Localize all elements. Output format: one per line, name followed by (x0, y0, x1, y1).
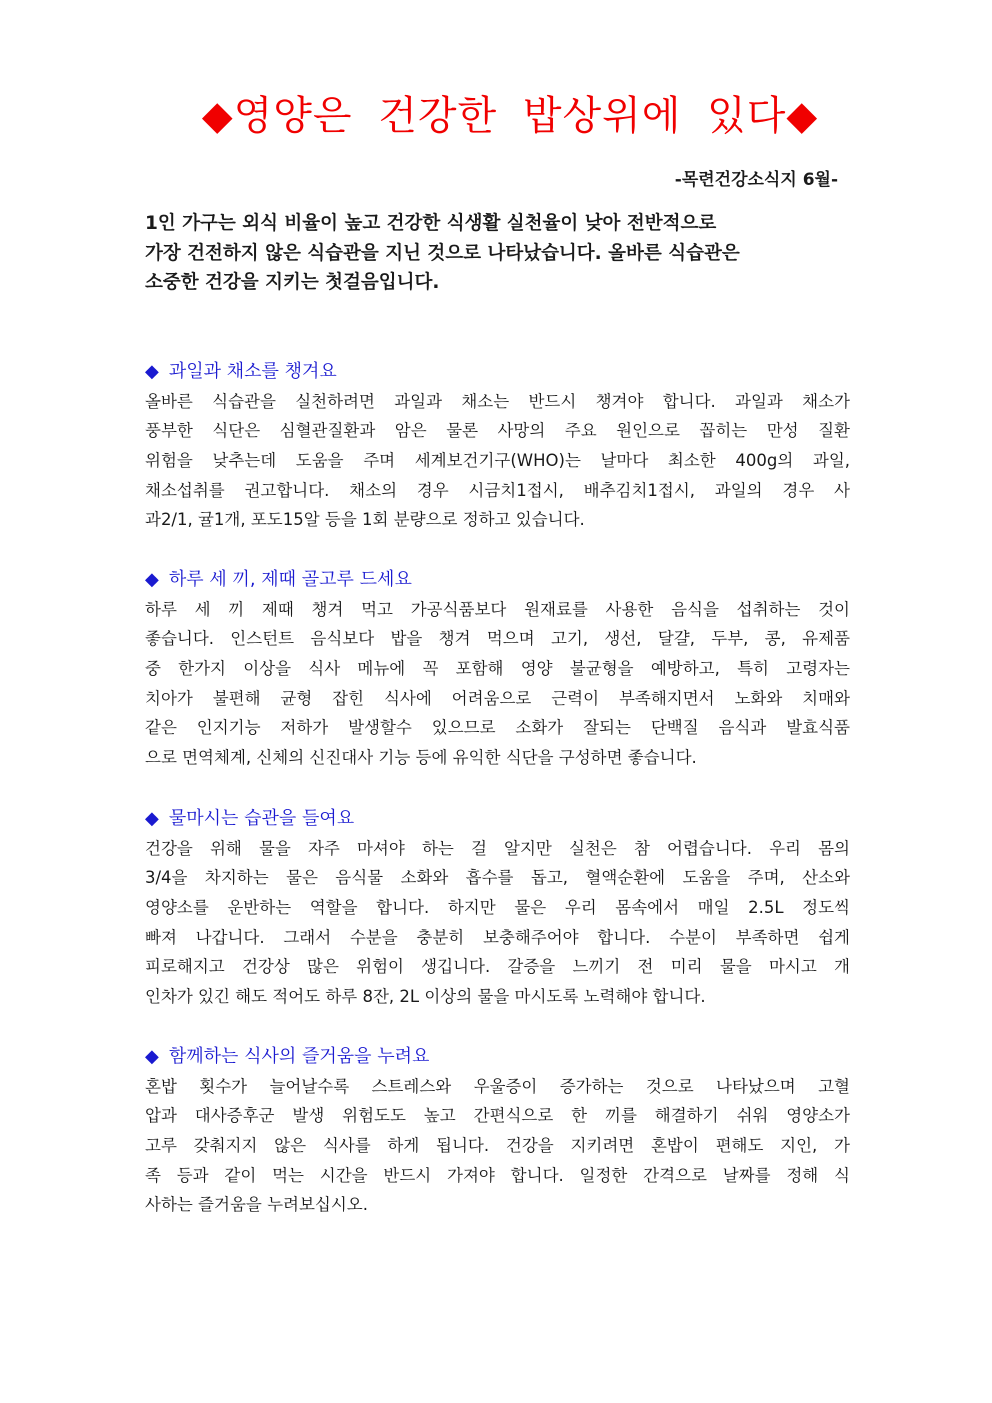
body-line: 같은 인지기능 저하가 발생할수 있으므로 소화가 잘되는 단백질 음식과 발효식품 (145, 718, 850, 738)
newsletter-issue: -목련건강소식지 6월- (674, 170, 838, 190)
section-body (145, 834, 850, 1012)
section-water-habit (145, 804, 850, 1012)
diamond-bullet-icon: ◆ (145, 808, 159, 829)
intro-line: 가장 건전하지 않은 식습관을 지닌 것으로 나타났습니다. 올바른 식습관은 (145, 242, 740, 264)
section-body (145, 387, 850, 536)
body-line: 치아가 불편해 균형 잡힌 식사에 어려움으로 근력이 부족해지면서 노화와 치매와 (145, 688, 850, 708)
body-line: 영양소를 운반하는 역할을 합니다. 하지만 물은 우리 몸속에서 매일 2.5L 정도씩 (145, 897, 850, 917)
body-line: 혼밥 횟수가 늘어날수록 스트레스와 우울증이 증가하는 것으로 나타났으며 고혈 (145, 1076, 850, 1096)
diamond-bullet-icon: ◆ (145, 1046, 159, 1067)
section-shared-meals (145, 1042, 850, 1220)
diamond-bullet-icon: ◆ (145, 569, 159, 590)
intro-line: 소중한 건강을 지키는 첫걸음입니다. (145, 272, 440, 293)
body-line: 사하는 즐거움을 누려보십시오. (145, 1195, 368, 1215)
body-line: 건강을 위해 물을 자주 마셔야 하는 걸 알지만 실천은 참 어렵습니다. 우리 몸의 (145, 838, 850, 858)
body-line: 올바른 식습관을 실천하려면 과일과 채소는 반드시 챙겨야 합니다. 과일과 채소가 (145, 391, 850, 411)
section-heading (145, 357, 850, 387)
section-heading-text: 물마시는 습관을 들여요 (168, 808, 355, 829)
body-line: 좋습니다. 인스턴트 음식보다 밥을 챙겨 먹으며 고기, 생선, 달걀, 두부, 콩, 유제품 (145, 629, 850, 649)
section-heading (145, 565, 850, 595)
intro-line: 1인 가구는 외식 비율이 높고 건강한 식생활 실천율이 낮아 전반적으로 (145, 213, 717, 234)
body-line: 과2/1, 귤1개, 포도15알 등을 1회 분량으로 정하고 있습니다. (145, 510, 585, 530)
section-heading-text: 하루 세 끼, 제때 골고루 드세요 (168, 569, 412, 590)
body-line: 피로해지고 건강상 많은 위험이 생깁니다. 갈증을 느끼기 전 미리 물을 마시고 개 (145, 957, 850, 977)
body-line: 위험을 낮추는데 도움을 주며 세계보건기구(WHO)는 날마다 최소한 400g의 과일, (145, 450, 850, 470)
section-heading-text: 함께하는 식사의 즐거움을 누려요 (168, 1046, 430, 1067)
body-line: 채소섭취를 권고합니다. 채소의 경우 시금치1접시, 배추김치1접시, 과일의 경우 사 (145, 480, 850, 500)
body-line: 하루 세 끼 제때 챙겨 먹고 가공식품보다 원재료를 사용한 음식을 섭취하는 것이 (145, 599, 850, 619)
body-line: 빠져 나갑니다. 그래서 수분을 충분히 보충해주어야 합니다. 수분이 부족하면 쉽게 (145, 927, 850, 947)
section-heading (145, 1042, 850, 1072)
body-line: 족 등과 같이 먹는 시간을 반드시 가져야 합니다. 일정한 간격으로 날짜를 정해 식 (145, 1165, 850, 1185)
body-line: 3/4을 차지하는 물은 음식물 소화와 흡수를 돕고, 혈액순환에 도움을 주며, 산소와 (145, 868, 850, 888)
body-line: 중 한가지 이상을 식사 메뉴에 꼭 포함해 영양 불균형을 예방하고, 특히 고령자는 (145, 658, 850, 678)
intro-paragraph (145, 209, 845, 298)
section-heading (145, 804, 850, 834)
diamond-bullet-icon: ◆ (145, 361, 159, 382)
body-line: 풍부한 식단은 심혈관질환과 암은 물론 사망의 주요 원인으로 꼽히는 만성 질환 (145, 421, 850, 441)
body-line: 인차가 있긴 해도 적어도 하루 8잔, 2L 이상의 물을 마시도록 노력해야 합니다. (145, 987, 706, 1007)
document-title: ◆영양은 건강한 밥상위에 있다◆ (201, 93, 819, 139)
section-body (145, 1072, 850, 1221)
body-line: 압과 대사증후군 발생 위험도도 높고 간편식으로 한 끼를 해결하기 쉬워 영양소가 (145, 1106, 850, 1126)
section-fruits-vegetables (145, 357, 850, 535)
section-heading-text: 과일과 채소를 챙겨요 (168, 361, 337, 382)
body-line: 으로 면역체계, 신체의 신진대사 기능 등에 유익한 식단을 구성하면 좋습니다. (145, 748, 697, 768)
section-body (145, 595, 850, 773)
body-line: 고루 갖춰지지 않은 식사를 하게 됩니다. 건강을 지키려면 혼밥이 편해도 지인, 가 (145, 1135, 850, 1155)
section-three-meals (145, 565, 850, 773)
